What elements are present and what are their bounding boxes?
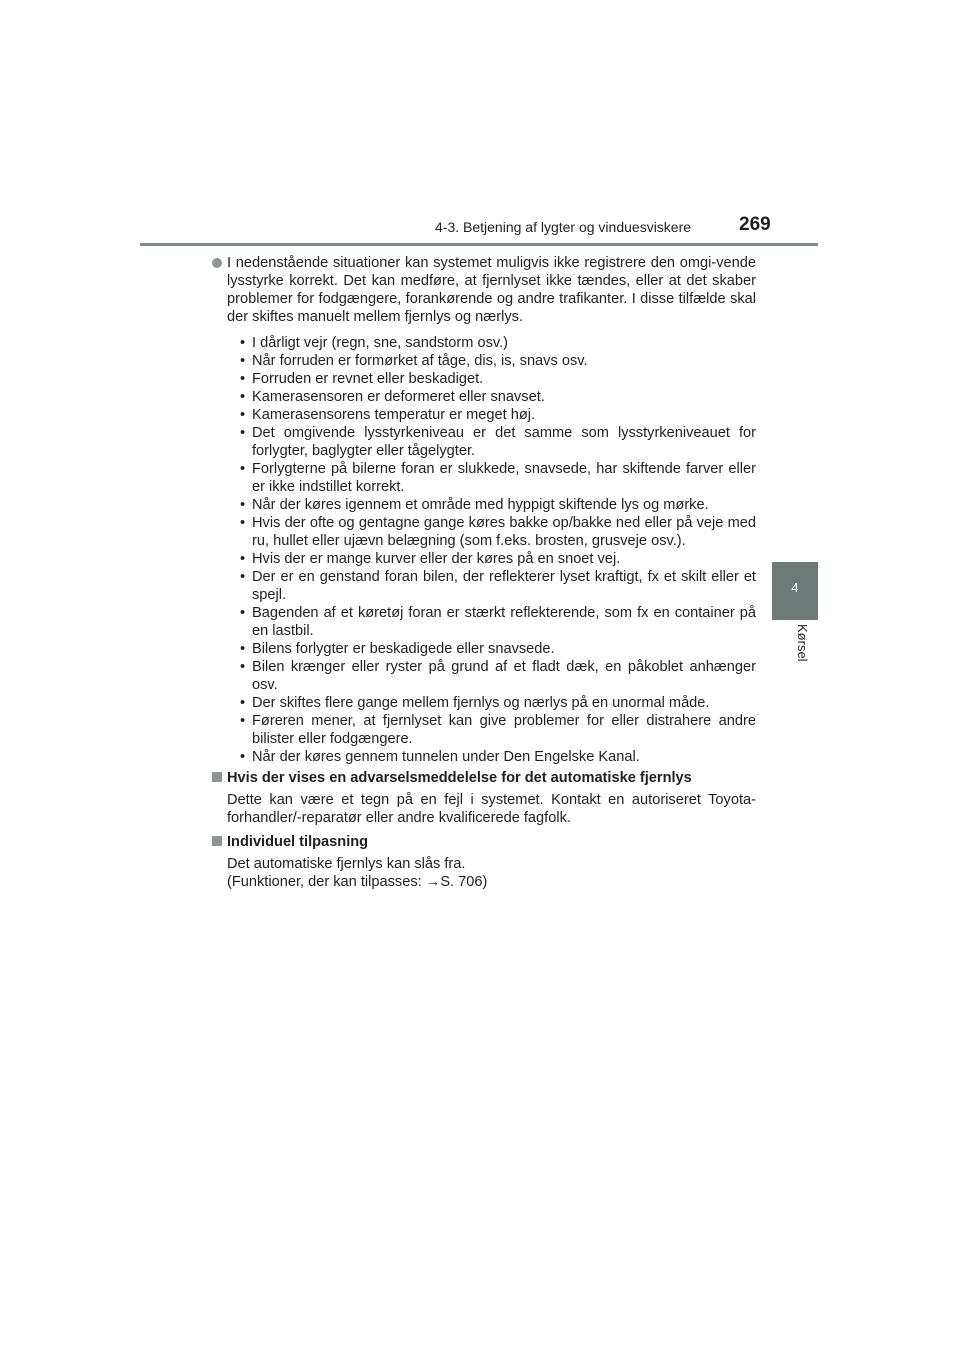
circle-bullet-icon (212, 258, 222, 268)
intro-text: I nedenstående situationer kan systemet muligvis ikke registrere den omgi-vende lysstyrke korrekt. Det kan medføre, at fjernlyset ikke tændes, eller at det skaber problemer for fodgængere, forankørende og andre trafikanter. I disse tilfælde skal der skiftes manuelt mellem fjernlys og nærlys. (227, 255, 756, 325)
list-item: • Når der køres gennem tunnelen under Den Engelske Kanal. (240, 748, 756, 766)
condition-list (212, 334, 756, 766)
list-item: • Føreren mener, at fjernlyset kan give problemer for eller distrahere andre bilister eller fodgængere. (240, 712, 756, 748)
warning-heading-text: Hvis der vises en advarselsmeddelelse for det automatiske fjernlys (227, 770, 692, 786)
section-title: 4-3. Betjening af lygter og vinduesviskere (435, 219, 692, 235)
square-bullet-icon (212, 772, 222, 782)
custom-line-1: Det automatiske fjernlys kan slås fra. (227, 856, 466, 872)
custom-section-body (212, 855, 756, 891)
list-item: • Kamerasensoren er deformeret eller snavset. (240, 388, 756, 406)
chapter-number: 4 (791, 580, 799, 595)
list-item: • Bilens forlygter er beskadigede eller snavsede. (240, 640, 756, 658)
list-item: • Forlygterne på bilerne foran er slukkede, snavsede, har skiftende farver eller er ikke indstillet korrekt. (240, 460, 756, 496)
warning-section-heading (212, 769, 756, 787)
list-item: • Der er en genstand foran bilen, der reflekterer lyset kraftigt, fx et skilt eller et spejl. (240, 568, 756, 604)
list-item: • Det omgivende lysstyrkeniveau er det samme som lysstyrkeniveauet for forlygter, baglygter eller tågelygter. (240, 424, 756, 460)
list-item: • Bilen krænger eller ryster på grund af et fladt dæk, en påkoblet anhænger osv. (240, 658, 756, 694)
warning-section-body: Dette kan være et tegn på en fejl i systemet. Kontakt en autoriseret Toyota-forhandler/-reparatør eller andre kvalificerede fagfolk. (227, 792, 756, 826)
custom-section-heading (212, 833, 756, 851)
page-content (212, 254, 756, 891)
list-item: • Når der køres igennem et område med hyppigt skiftende lys og mørke. (240, 496, 756, 514)
intro-paragraph (212, 254, 756, 326)
chapter-label: Kørsel (795, 624, 810, 662)
header-divider (140, 243, 818, 246)
list-item: • Hvis der er mange kurver eller der køres på en snoet vej. (240, 550, 756, 568)
custom-line-2: (Funktioner, der kan tilpasses: →S. 706) (227, 874, 488, 890)
square-bullet-icon (212, 836, 222, 846)
list-item: • Forruden er revnet eller beskadiget. (240, 370, 756, 388)
list-item: • Bagenden af et køretøj foran er stærkt reflekterende, som fx en container på en lastbil. (240, 604, 756, 640)
list-item: • Der skiftes flere gange mellem fjernlys og nærlys på en unormal måde. (240, 694, 756, 712)
list-item: • I dårligt vejr (regn, sne, sandstorm osv.) (240, 334, 756, 352)
list-item: • Kamerasensorens temperatur er meget høj. (240, 406, 756, 424)
custom-heading-text: Individuel tilpasning (227, 834, 369, 850)
page-number: 269 (739, 214, 771, 235)
list-item: • Når forruden er formørket af tåge, dis, is, snavs osv. (240, 352, 756, 370)
list-item: • Hvis der ofte og gentagne gange køres bakke op/bakke ned eller på veje med ru, hullet eller ujævn belægning (som f.eks. brosten, grusveje osv.). (240, 514, 756, 550)
